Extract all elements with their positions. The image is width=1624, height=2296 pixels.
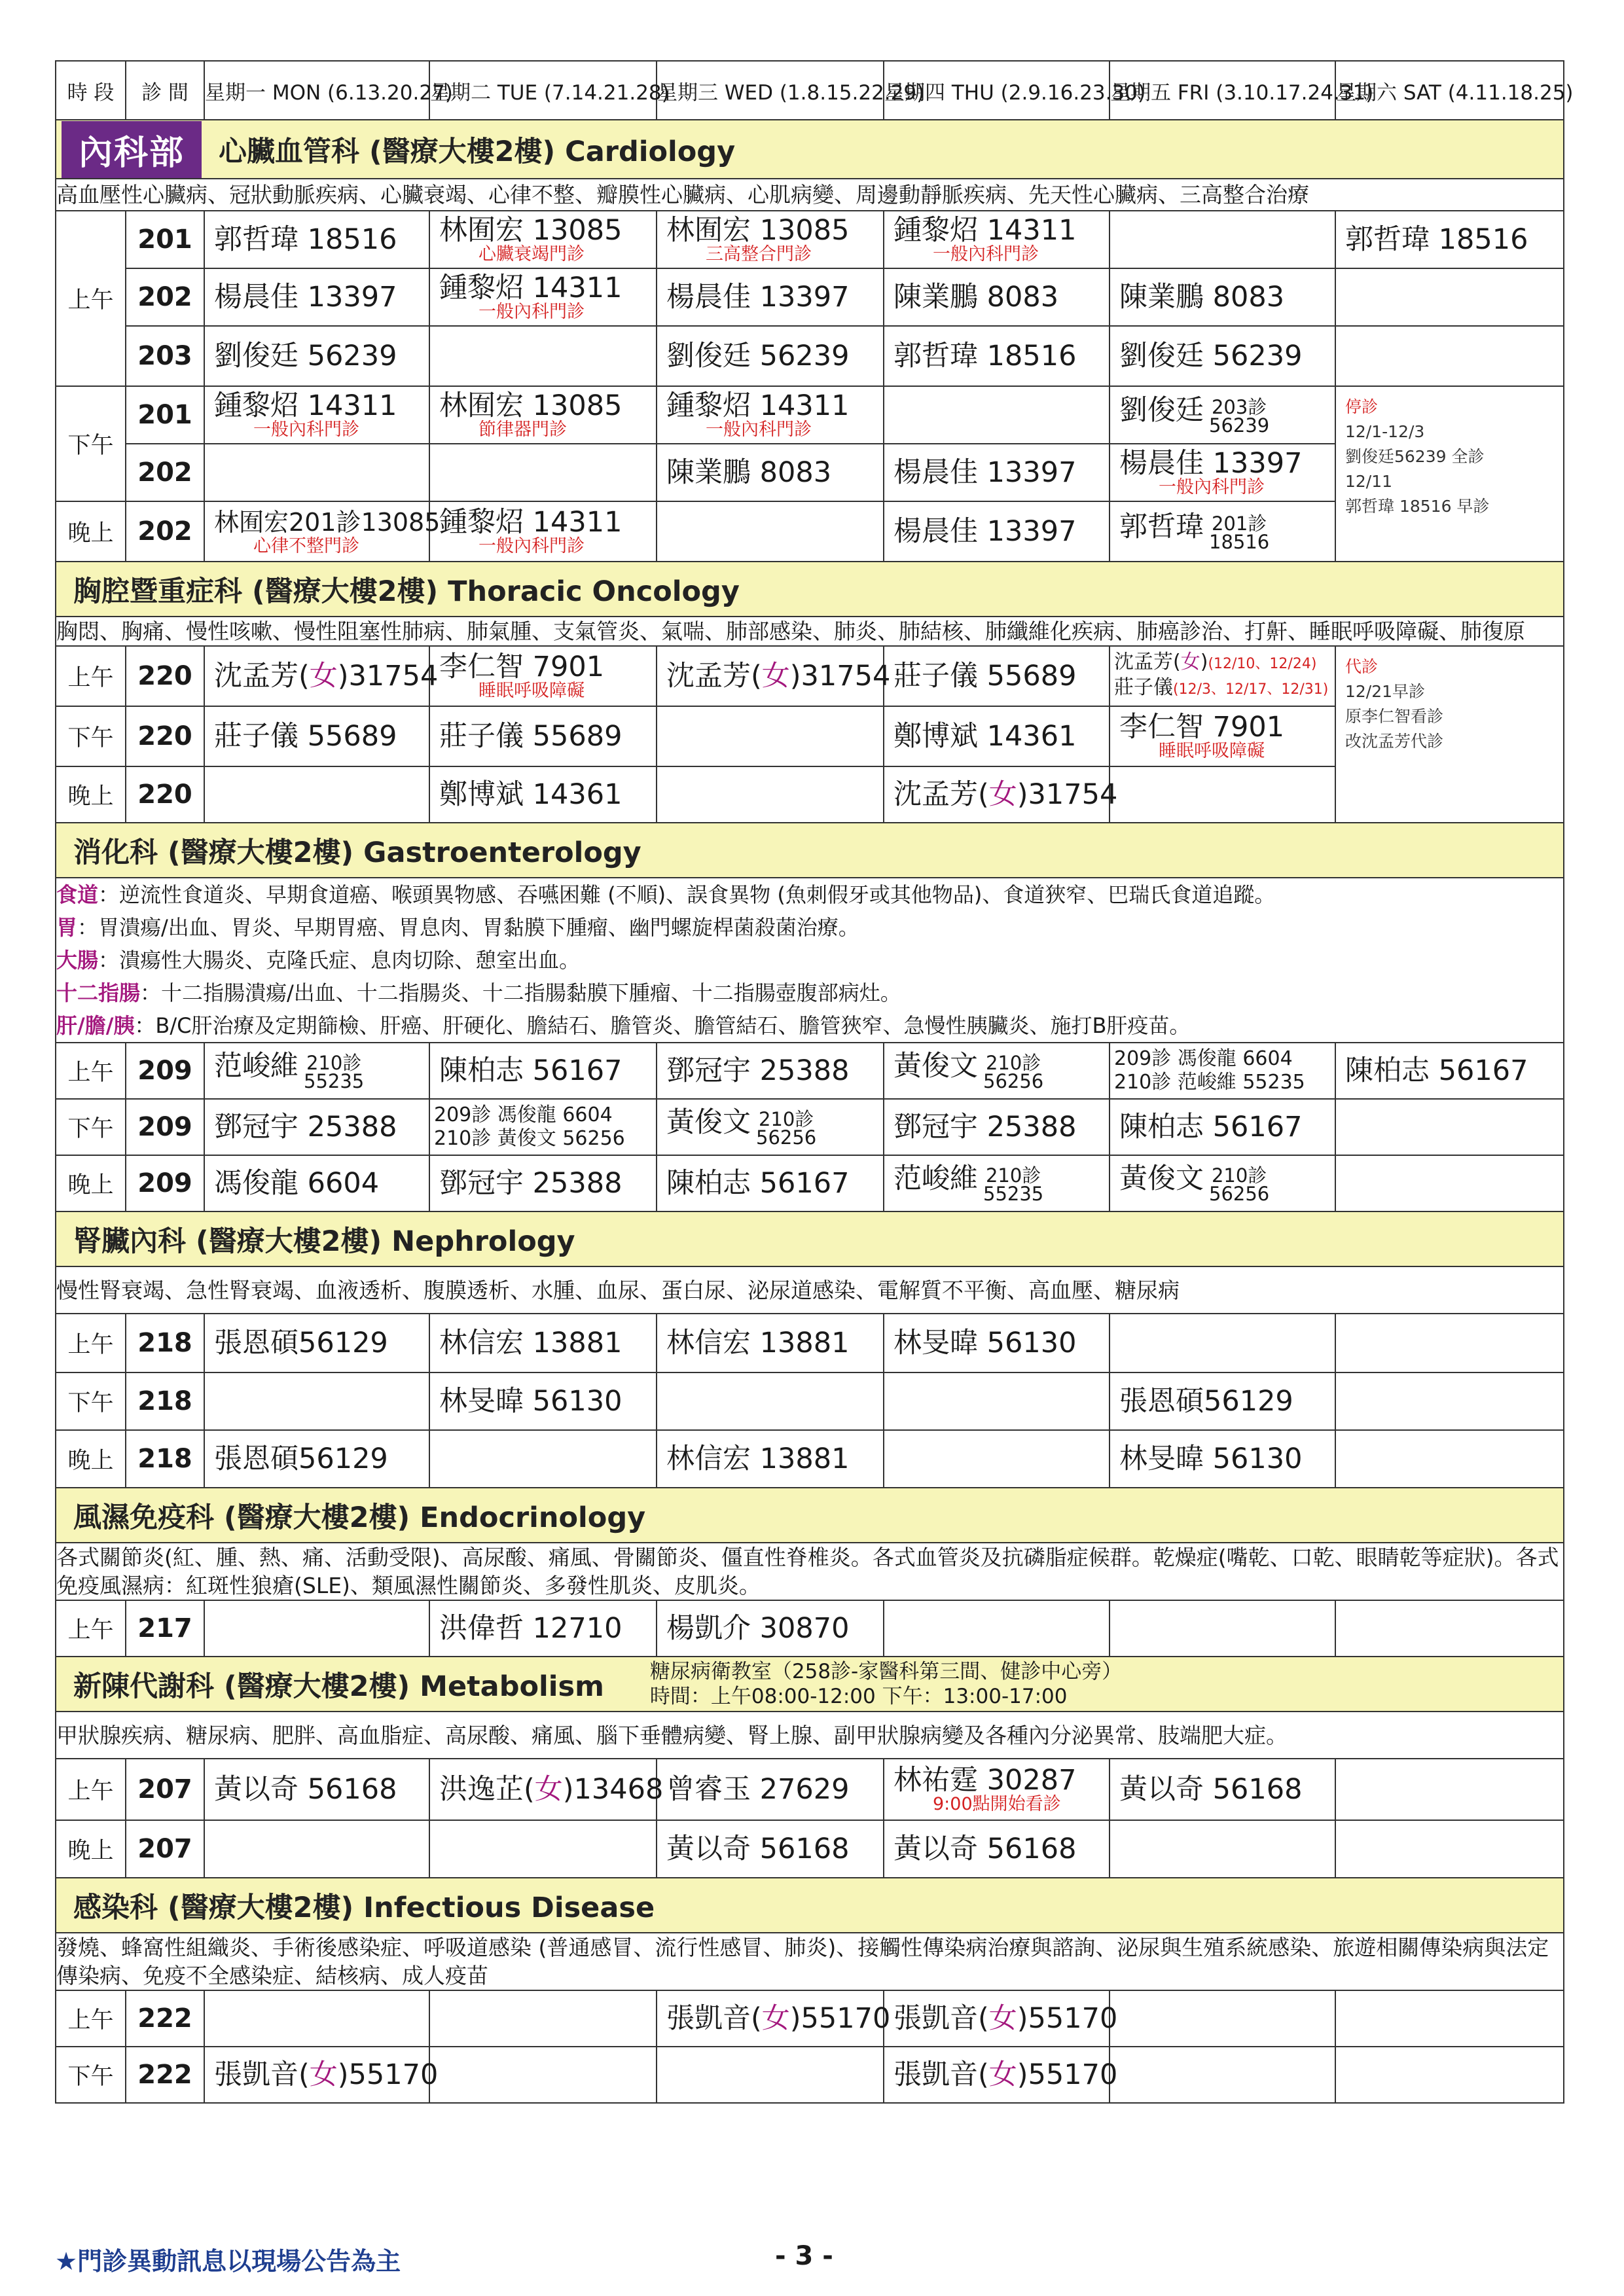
doctor-entry: 郭哲瑋 18516 bbox=[1345, 223, 1528, 256]
doctor-entry: 林囿宏 13085 bbox=[439, 214, 623, 247]
cardiology-title: 心臟血管科 (醫療大樓2樓) Cardiology bbox=[219, 135, 736, 168]
table-row bbox=[56, 1820, 1564, 1878]
room-cell: 222 bbox=[126, 1990, 204, 2047]
doctor-entry: 沈孟芳(女)31754 bbox=[893, 778, 1118, 811]
doctor-entry: 楊晨佳 13397 bbox=[666, 281, 850, 314]
room-cell: 207 bbox=[126, 1820, 204, 1878]
session-am: 上午 bbox=[56, 1600, 126, 1657]
session-pm: 下午 bbox=[56, 1372, 126, 1430]
nephro-title-row bbox=[56, 1211, 1564, 1266]
room-cell: 202 bbox=[126, 501, 204, 562]
doctor-entry: 林旻暐 56130 bbox=[439, 1385, 623, 1418]
room-cell: 207 bbox=[126, 1759, 204, 1820]
doctor-entry: 黃以奇 56168 bbox=[1119, 1773, 1303, 1806]
session-am: 上午 bbox=[56, 1314, 126, 1372]
doctor-entry: 鍾黎炤 14311 bbox=[439, 272, 623, 304]
room-cell: 209 bbox=[126, 1043, 204, 1099]
infect-title-row bbox=[56, 1878, 1564, 1933]
doctor-entry: 黃俊文 bbox=[893, 1049, 978, 1083]
room-cell: 220 bbox=[126, 646, 204, 706]
note-line: 12/21早診 bbox=[1345, 682, 1426, 701]
clinic-note: 9:00點開始看診 bbox=[933, 1794, 1061, 1814]
doctor-id: 18516 bbox=[1209, 531, 1270, 554]
room-cell: 218 bbox=[126, 1430, 204, 1488]
header-wed: 星期三 WED (1.8.15.22.29) bbox=[657, 61, 884, 120]
clinic-note: 睡眠呼吸障礙 bbox=[478, 681, 585, 701]
note-line: 改沈孟芳代診 bbox=[1345, 732, 1444, 751]
doctor-entry: 楊晨佳 13397 bbox=[1119, 447, 1303, 480]
doctor-entry: 陳柏志 56167 bbox=[1345, 1054, 1528, 1087]
page-footer bbox=[55, 2241, 1563, 2280]
doctor-entry: 林囿宏 13085 bbox=[666, 214, 850, 247]
doctor-entry: 陳業鵬 8083 bbox=[893, 281, 1059, 314]
table-row bbox=[56, 268, 1564, 326]
table-row bbox=[56, 326, 1564, 386]
doctor-entry: 楊晨佳 13397 bbox=[893, 456, 1077, 489]
doctor-entry: 陳柏志 56167 bbox=[439, 1054, 623, 1087]
header-room: 診 間 bbox=[126, 61, 204, 120]
room-cell: 222 bbox=[126, 2047, 204, 2103]
doctor-entry: 209診 馮俊龍 6604 bbox=[434, 1103, 613, 1126]
cardiology-title-row bbox=[56, 120, 1564, 179]
table-row bbox=[56, 1372, 1564, 1430]
thoracic-note bbox=[1335, 646, 1564, 823]
clinic-note: 一般內科門診 bbox=[478, 302, 585, 322]
doctor-entry: 李仁智 7901 bbox=[1119, 711, 1285, 744]
thoracic-title-row bbox=[56, 562, 1564, 617]
doctor-entry: 洪偉哲 12710 bbox=[439, 1612, 623, 1645]
room-label: 203診 bbox=[1211, 396, 1267, 419]
doctor-entry: 黃俊文 bbox=[666, 1105, 751, 1139]
header-tue: 星期二 TUE (7.14.21.28) bbox=[429, 61, 657, 120]
table-row bbox=[56, 2047, 1564, 2103]
cardiology-note bbox=[1335, 386, 1564, 562]
header-fri: 星期五 FRI (3.10.17.24.31) bbox=[1110, 61, 1335, 120]
infect-desc: 發燒、蜂窩性組織炎、手術後感染症、呼吸道感染 (普通感冒、流行性感冒、肺炎)、接觸性傳染病治療與諮詢、泌尿與生殖系統感染、旅遊相關傳染病與法定傳染病、免疫不全感染症、結核病、成人疫苗 bbox=[56, 1933, 1564, 1990]
gastro-desc-line: 食道：逆流性食道炎、早期食道癌、喉頭異物感、吞嚥困難 (不順)、誤食異物 (魚刺假牙或其他物品)、食道狹窄、巴瑞氏食道追蹤。 bbox=[56, 882, 1276, 907]
doctor-entry: 林囿宏201診13085 bbox=[214, 508, 441, 537]
session-pm: 下午 bbox=[56, 2047, 126, 2103]
doctor-entry: 林囿宏 13085 bbox=[439, 389, 623, 422]
doctor-entry: 鍾黎炤 14311 bbox=[439, 506, 623, 539]
thoracic-desc-row bbox=[56, 617, 1564, 646]
doctor-entry: 曾睿玉 27629 bbox=[666, 1773, 850, 1806]
doctor-entry: 范峻維 bbox=[893, 1162, 978, 1195]
clinic-note: 三高整合門診 bbox=[706, 244, 812, 264]
clinic-note: 睡眠呼吸障礙 bbox=[1159, 741, 1265, 761]
room-cell: 201 bbox=[126, 211, 204, 268]
doctor-entry: 張恩碩56129 bbox=[1119, 1385, 1293, 1418]
note-line: 12/11 bbox=[1345, 472, 1393, 491]
room-cell: 218 bbox=[126, 1372, 204, 1430]
doctor-entry: 李仁智 7901 bbox=[439, 651, 605, 683]
clinic-note: 心律不整門診 bbox=[253, 536, 359, 556]
rheum-title-row bbox=[56, 1488, 1564, 1543]
cardiology-desc: 高血壓性心臟病、冠狀動脈疾病、心臟衰竭、心律不整、瓣膜性心臟病、心肌病變、周邊動靜脈疾病、先天性心臟病、三高整合治療 bbox=[56, 179, 1564, 211]
header-thu: 星期四 THU (2.9.16.23.30) bbox=[884, 61, 1110, 120]
session-pm: 下午 bbox=[56, 706, 126, 766]
session-am: 上午 bbox=[56, 1759, 126, 1820]
thoracic-desc: 胸悶、胸痛、慢性咳嗽、慢性阻塞性肺病、肺氣腫、支氣管炎、氣喘、肺部感染、肺炎、肺結核、肺纖維化疾病、肺癌診治、打鼾、睡眠呼吸障礙、肺復原 bbox=[56, 617, 1564, 646]
doctor-entry: 劉俊廷 bbox=[1119, 393, 1204, 427]
doctor-entry: 陳柏志 56167 bbox=[1119, 1111, 1303, 1143]
room-cell: 203 bbox=[126, 326, 204, 386]
doctor-entry: 郭哲瑋 bbox=[1119, 510, 1204, 543]
note-line: 郭哲瑋 18516 早診 bbox=[1345, 497, 1490, 516]
doctor-entry: 鄧冠宇 25388 bbox=[893, 1111, 1077, 1143]
doctor-entry: 莊子儀(12/3、12/17、12/31) bbox=[1114, 676, 1329, 699]
doctor-entry: 楊晨佳 13397 bbox=[893, 515, 1077, 548]
doctor-entry: 210診 黃俊文 56256 bbox=[434, 1127, 625, 1150]
doctor-entry: 范峻維 bbox=[214, 1049, 298, 1083]
note-line: 12/1-12/3 bbox=[1345, 422, 1425, 441]
doctor-entry: 陳業鵬 8083 bbox=[1119, 281, 1285, 314]
footer-note: ★門診異動訊息以現場公告為主 bbox=[55, 2247, 401, 2276]
doctor-entry: 馮俊龍 6604 bbox=[214, 1167, 380, 1200]
doctor-entry: 莊子儀 55689 bbox=[439, 720, 623, 753]
gastro-desc-line: 肝/膽/胰：B/C肝治療及定期篩檢、肝癌、肝硬化、膽結石、膽管炎、膽管結石、膽管狹窄、急慢性胰臟炎、施打B肝疫苗。 bbox=[56, 1013, 1191, 1038]
doctor-entry: 陳柏志 56167 bbox=[666, 1167, 850, 1200]
doctor-entry: 鄭博斌 14361 bbox=[893, 720, 1077, 753]
doctor-entry: 劉俊廷 56239 bbox=[1119, 340, 1303, 372]
doctor-entry: 洪逸芷(女)13468 bbox=[439, 1773, 664, 1806]
rheum-desc-row bbox=[56, 1543, 1564, 1600]
doctor-entry: 鄧冠宇 25388 bbox=[666, 1054, 850, 1087]
room-cell: 209 bbox=[126, 1155, 204, 1211]
rheum-title: 風濕免疫科 (醫療大樓2樓) Endocrinology bbox=[73, 1501, 646, 1534]
doctor-entry: 郭哲瑋 18516 bbox=[893, 340, 1077, 372]
table-row bbox=[56, 211, 1564, 268]
doctor-entry: 張凱音(女)55170 bbox=[893, 2058, 1118, 2091]
session-eve: 晚上 bbox=[56, 766, 126, 823]
dept-badge: 內科部 bbox=[62, 121, 202, 178]
gastro-desc-line: 十二指腸：十二指腸潰瘍/出血、十二指腸炎、十二指腸黏膜下腫瘤、十二指腸壺腹部病灶。 bbox=[56, 980, 901, 1005]
room-cell: 201 bbox=[126, 386, 204, 444]
table-row bbox=[56, 1990, 1564, 2047]
doctor-entry: 張恩碩56129 bbox=[214, 1443, 388, 1475]
metab-desc: 甲狀腺疾病、糖尿病、肥胖、高血脂症、高尿酸、痛風、腦下垂體病變、腎上腺、副甲狀腺病變及各種內分泌異常、肢端肥大症。 bbox=[56, 1712, 1564, 1759]
doctor-entry: 鍾黎炤 14311 bbox=[214, 389, 397, 422]
gastro-desc-line: 大腸：潰瘍性大腸炎、克隆氏症、息肉切除、憩室出血。 bbox=[56, 948, 581, 973]
doctor-entry: 陳業鵬 8083 bbox=[666, 456, 832, 489]
session-eve: 晚上 bbox=[56, 501, 126, 562]
doctor-entry: 郭哲瑋 18516 bbox=[214, 223, 397, 256]
doctor-id: 56239 bbox=[1209, 414, 1270, 437]
room-cell: 217 bbox=[126, 1600, 204, 1657]
table-row bbox=[56, 386, 1564, 444]
metab-title: 新陳代謝科 (醫療大樓2樓) Metabolism bbox=[73, 1670, 604, 1703]
session-am: 上午 bbox=[56, 211, 126, 386]
doctor-entry: 楊晨佳 13397 bbox=[214, 281, 397, 314]
doctor-entry: 鄭博斌 14361 bbox=[439, 778, 623, 811]
cardiology-desc-row bbox=[56, 179, 1564, 211]
doctor-entry: 鄧冠宇 25388 bbox=[439, 1167, 623, 1200]
gastro-desc-line: 胃：胃潰瘍/出血、胃炎、早期胃癌、胃息肉、胃黏膜下腫瘤、幽門螺旋桿菌殺菌治療。 bbox=[56, 915, 859, 940]
table-row bbox=[56, 1314, 1564, 1372]
metab-desc-row bbox=[56, 1712, 1564, 1759]
table-row bbox=[56, 1430, 1564, 1488]
nephro-desc-row bbox=[56, 1266, 1564, 1314]
room-label: 201診 bbox=[1211, 512, 1267, 535]
doctor-entry: 林信宏 13881 bbox=[666, 1443, 850, 1475]
gastro-title: 消化科 (醫療大樓2樓) Gastroenterology bbox=[73, 836, 641, 869]
clinic-note: 一般內科門診 bbox=[478, 536, 585, 556]
nephro-title: 腎臟內科 (醫療大樓2樓) Nephrology bbox=[73, 1225, 575, 1258]
note-line: 劉俊廷56239 全診 bbox=[1345, 447, 1485, 466]
session-pm: 下午 bbox=[56, 1099, 126, 1155]
doctor-entry: 林旻暐 56130 bbox=[893, 1327, 1077, 1359]
session-am: 上午 bbox=[56, 1990, 126, 2047]
session-am: 上午 bbox=[56, 646, 126, 706]
doctor-entry: 張凱音(女)55170 bbox=[893, 2002, 1118, 2035]
gastro-desc-row bbox=[56, 878, 1564, 1043]
doctor-entry: 鍾黎炤 14311 bbox=[893, 214, 1077, 247]
room-cell: 220 bbox=[126, 766, 204, 823]
doctor-entry: 林旻暐 56130 bbox=[1119, 1443, 1303, 1475]
room-cell: 220 bbox=[126, 706, 204, 766]
doctor-entry: 黃俊文 bbox=[1119, 1162, 1204, 1195]
doctor-entry: 劉俊廷 56239 bbox=[214, 340, 397, 372]
doctor-entry: 劉俊廷 56239 bbox=[666, 340, 850, 372]
session-eve: 晚上 bbox=[56, 1820, 126, 1878]
doctor-entry: 莊子儀 55689 bbox=[214, 720, 397, 753]
doctor-entry: 張恩碩56129 bbox=[214, 1327, 388, 1359]
doctor-entry: 沈孟芳(女)(12/10、12/24) bbox=[1114, 651, 1317, 673]
doctor-entry: 張凱音(女)55170 bbox=[214, 2058, 439, 2091]
doctor-entry: 林祐霆 30287 bbox=[893, 1764, 1077, 1797]
table-row: 上午 209 范峻維 210診 55235 陳柏志 56167 鄧冠宇 25388 黃俊文 210診 56256 209診 馮俊龍 6604 210診 范峻維 55235 陳柏志 56167 bbox=[56, 1043, 1564, 1099]
session-am: 上午 bbox=[56, 1043, 126, 1099]
doctor-entry: 黃以奇 56168 bbox=[666, 1833, 850, 1865]
nephro-desc: 慢性腎衰竭、急性腎衰竭、血液透析、腹膜透析、水腫、血尿、蛋白尿、泌尿道感染、電解質不平衡、高血壓、糖尿病 bbox=[56, 1266, 1564, 1314]
doctor-entry: 張凱音(女)55170 bbox=[666, 2002, 891, 2035]
clinic-note: 心臟衰竭門診 bbox=[478, 244, 585, 264]
doctor-entry: 沈孟芳(女)31754 bbox=[666, 660, 891, 692]
infect-desc-row bbox=[56, 1933, 1564, 1990]
doctor-entry: 沈孟芳(女)31754 bbox=[214, 660, 439, 692]
header-mon: 星期一 MON (6.13.20.27) bbox=[204, 61, 429, 120]
room-cell: 209 bbox=[126, 1099, 204, 1155]
room-cell: 202 bbox=[126, 444, 204, 501]
doctor-entry: 黃以奇 56168 bbox=[214, 1773, 397, 1806]
infect-title: 感染科 (醫療大樓2樓) Infectious Disease bbox=[73, 1891, 655, 1924]
clinic-note: 一般內科門診 bbox=[706, 420, 812, 440]
doctor-entry: 鍾黎炤 14311 bbox=[666, 389, 850, 422]
session-eve: 晚上 bbox=[56, 1430, 126, 1488]
room-cell: 218 bbox=[126, 1314, 204, 1372]
table-row: 晚上 209 馮俊龍 6604 鄧冠宇 25388 陳柏志 56167 范峻維 210診 55235 黃俊文 210診 56256 bbox=[56, 1155, 1564, 1211]
doctor-entry: 黃以奇 56168 bbox=[893, 1833, 1077, 1865]
thoracic-title: 胸腔暨重症科 (醫療大樓2樓) Thoracic Oncology bbox=[73, 575, 740, 608]
clinic-note: 節律器門診 bbox=[478, 420, 567, 440]
doctor-entry: 210診 范峻維 55235 bbox=[1114, 1071, 1305, 1094]
session-pm: 下午 bbox=[56, 386, 126, 501]
header-row bbox=[56, 61, 1564, 120]
table-row bbox=[56, 1600, 1564, 1657]
note-line: 原李仁智看診 bbox=[1345, 707, 1444, 726]
header-sat: 星期六 SAT (4.11.18.25) bbox=[1335, 61, 1564, 120]
doctor-entry: 莊子儀 55689 bbox=[893, 660, 1077, 692]
note-line: 停診 bbox=[1345, 397, 1379, 416]
header-session: 時 段 bbox=[56, 61, 126, 120]
session-eve: 晚上 bbox=[56, 1155, 126, 1211]
metab-title-row bbox=[56, 1657, 1564, 1712]
table-row bbox=[56, 646, 1564, 706]
doctor-entry: 林信宏 13881 bbox=[666, 1327, 850, 1359]
table-row bbox=[56, 1759, 1564, 1820]
note-line: 代診 bbox=[1345, 657, 1379, 676]
doctor-entry: 209診 馮俊龍 6604 bbox=[1114, 1047, 1293, 1070]
rheum-desc: 各式關節炎(紅、腫、熱、痛、活動受限)、高尿酸、痛風、骨關節炎、僵直性脊椎炎。各式血管炎及抗磷脂症候群。乾燥症(嘴乾、口乾、眼睛乾等症狀)。各式免疫風濕病：紅斑性狼瘡(SLE)、類風濕性關節炎、多發性肌炎、皮肌炎。 bbox=[56, 1543, 1564, 1600]
doctor-entry: 林信宏 13881 bbox=[439, 1327, 623, 1359]
table-row: 下午 209 鄧冠宇 25388 209診 馮俊龍 6604 210診 黃俊文 56256 黃俊文 210診 56256 鄧冠宇 25388 陳柏志 56167 bbox=[56, 1099, 1564, 1155]
schedule-table bbox=[55, 60, 1574, 2104]
page-number: - 3 - bbox=[775, 2241, 833, 2271]
metab-education-room: 糖尿病衛教室（258診-家醫科第三間、健診中心旁） 時間：上午08:00-12:00 下午：13:00-17:00 bbox=[649, 1660, 1123, 1708]
doctor-entry: 楊凱介 30870 bbox=[666, 1612, 850, 1645]
gastro-title-row bbox=[56, 823, 1564, 878]
clinic-note: 一般內科門診 bbox=[933, 244, 1039, 264]
doctor-entry: 鄧冠宇 25388 bbox=[214, 1111, 397, 1143]
clinic-note: 一般內科門診 bbox=[253, 420, 359, 440]
room-cell: 202 bbox=[126, 268, 204, 326]
clinic-note: 一般內科門診 bbox=[1159, 477, 1265, 497]
